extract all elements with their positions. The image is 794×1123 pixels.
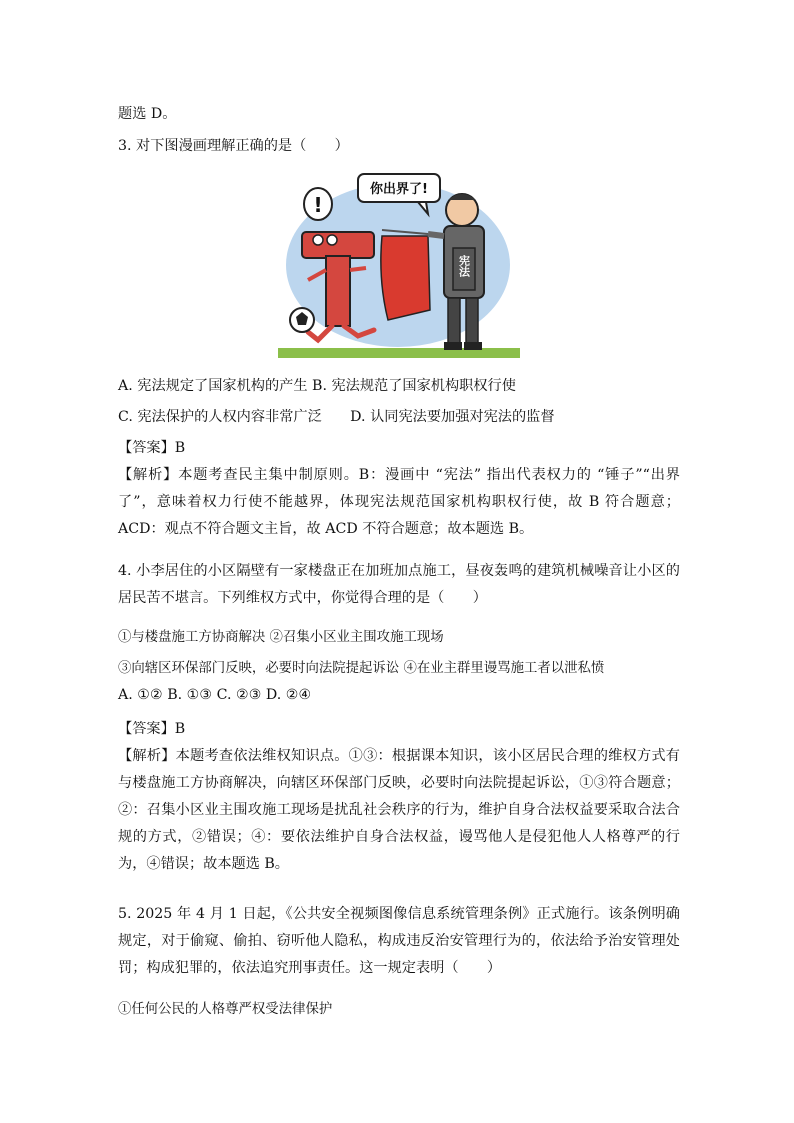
red-flag — [381, 230, 430, 320]
option-cd: C. 宪法保护的人权内容非常广泛 D. 认同宪法要加强对宪法的监督 — [118, 409, 555, 425]
question-4: 4. 小李居住的小区隔壁有一家楼盘正在加班加点施工，昼夜轰鸣的建筑机械噪音让小区的居民苦不堪言。下列维权方式中，你觉得合理的是（ ） — [118, 563, 680, 606]
answer-label: 【答案】B — [118, 440, 186, 456]
referee-badge: 宪法 — [457, 255, 471, 277]
analysis-paragraph: 【解析】本题考查民主集中制原则。B：漫画中 “宪法” 指出代表权力的 “锤子”“出界了”，意味着权力行使不能越界，体现宪法规范国家机构职权行使，故 B 符合题意；ACD：观点不符合题文主旨，故 ACD 不符合题意；故本题选 B。 — [118, 467, 680, 537]
answer-label: 【答案】B — [118, 721, 186, 737]
question-5: 5. 2025 年 4 月 1 日起，《公共安全视频图像信息系统管理条例》正式施行。该条例明确规定，对于偷窥、偷拍、窃听他人隐私，构成违反治安管理行为的，依法给予治安管理处罚；构成犯罪的，依法追究刑事责任。这一规定表明（ ） — [118, 906, 680, 976]
option-1: ①任何公民的人格尊严权受法律保护 — [118, 1002, 333, 1017]
speech-text: 你出界了! — [370, 182, 428, 197]
text-line: 题选 D。 — [118, 106, 177, 122]
soccer-ball — [290, 308, 314, 332]
options-1-2: ①与楼盘施工方协商解决 ②召集小区业主围攻施工现场 — [118, 630, 444, 645]
analysis-paragraph: 【解析】本题考查依法维权知识点。①③：根据课本知识，该小区居民合理的维权方式有与楼盘施工方协商解决，向辖区环保部门反映，必要时向法院提起诉讼，①③符合题意；②：召集小区业主围攻施工现场是扰乱社会秩序的行为，维护自身合法权益要采取合法合规的方式，②错误；④：要依法维护自身合法权益，谩骂他人是侵犯他人人格尊严的行为，④错误；故本题选 B。 — [118, 748, 680, 872]
svg-text:!: ! — [313, 193, 323, 217]
exclaim-bubble — [304, 188, 332, 220]
option-ab: A. 宪法规定了国家机构的产生 B. 宪法规范了国家机构职权行使 — [118, 378, 516, 394]
options-3-4: ③向辖区环保部门反映，必要时向法院提起诉讼 ④在业主群里谩骂施工者以泄私愤 — [118, 661, 605, 676]
question-3: 3. 对下图漫画理解正确的是（ ） — [118, 138, 349, 154]
choices-line: A. ①② B. ①③ C. ②③ D. ②④ — [118, 687, 312, 703]
cartoon-image — [278, 170, 520, 360]
grass — [278, 348, 520, 358]
